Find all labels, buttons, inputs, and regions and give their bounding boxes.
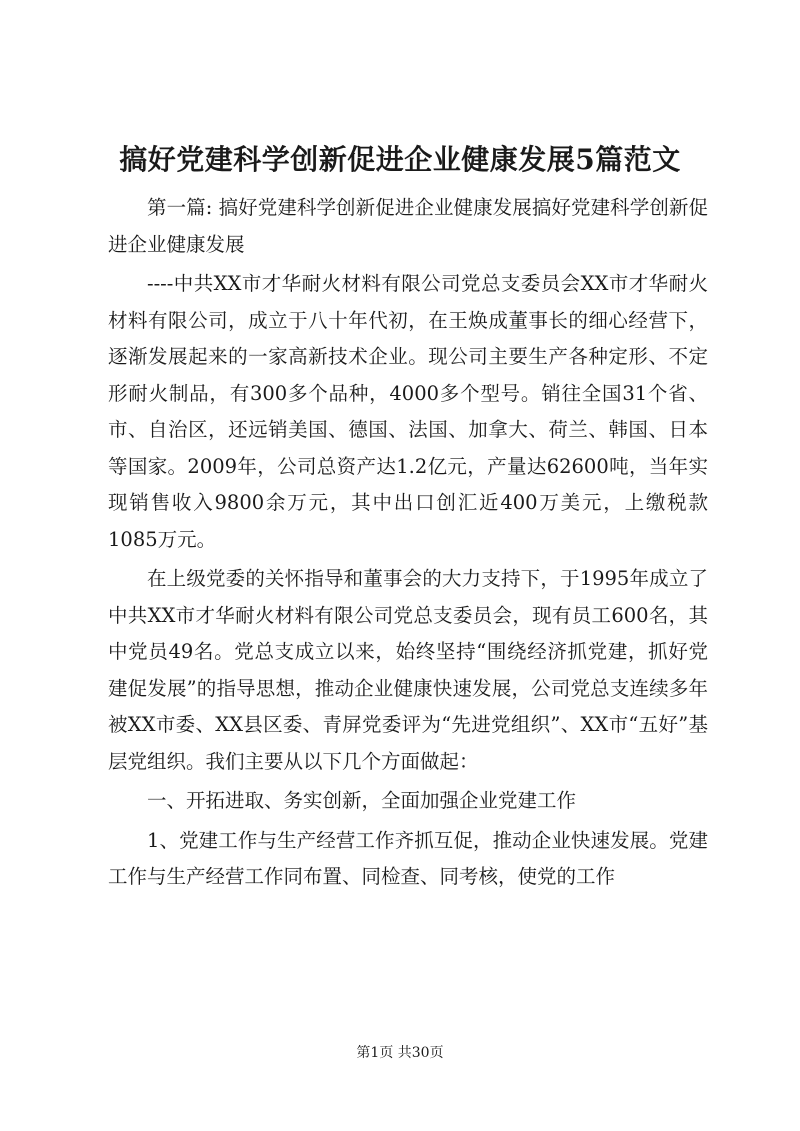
paragraph-heading: 第一篇: 搞好党建科学创新促进企业健康发展搞好党建科学创新促进企业健康发展 xyxy=(108,196,708,256)
document-title: 搞好党建科学创新促进企业健康发展5篇范文 xyxy=(119,143,681,176)
paragraph-item-1: 1、党建工作与生产经营工作齐抓互促，推动企业快速发展。党建工作与生产经营工作同布置、同检查、同考核，使党的工作 xyxy=(108,828,708,888)
document-body xyxy=(108,190,708,899)
paragraph-party-branch: 在上级党委的关怀指导和董事会的大力支持下，于1995年成立了中共XX市才华耐火材料有限公司党总支委员会，现有员工600名，其中党员49名。党总支成立以来，始终坚持“围绕经济抓党建，抓好党建促发展”的指导思想，推动企业健康快速发展，公司党总支连续多年被XX市委、XX县区委、青屏党委评为“先进党组织”、XX市“五好”基层党组织。我们主要从以下几个方面做起： xyxy=(108,567,708,773)
paragraph-company-intro: ----中共XX市才华耐火材料有限公司党总支委员会XX市才华耐火材料有限公司，成立于八十年代初，在王焕成董事长的细心经营下，逐渐发展起来的一家高新技术企业。现公司主要生产各种定形、不定形耐火制品，有300多个品种，4000多个型号。销往全国31个省、市、自治区，还远销美国、德国、法国、加拿大、荷兰、韩国、日本等国家。2009年，公司总资产达1.2亿元，产量达62600吨，当年实现销售收入9800余万元，其中出口创汇近400万美元，上缴税款1085万元。 xyxy=(108,272,708,551)
page-number-footer: 第1页 共30页 xyxy=(356,1045,444,1061)
paragraph-section-heading: 一、开拓进取、务实创新，全面加强企业党建工作 xyxy=(147,789,577,812)
